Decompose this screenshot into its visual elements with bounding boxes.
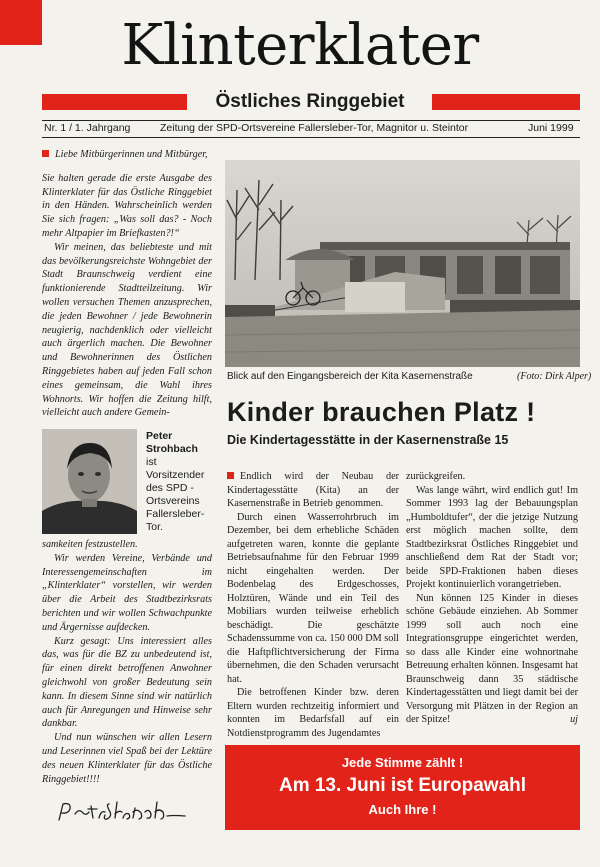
author-role: ist Vorsitzender des SPD - Ortsvereins Fallersleber-Tor. <box>146 456 205 533</box>
editorial-paragraph: Sie halten gerade die erste Ausgabe des Klinterklater für das Östliche Ringgebiet in den Händen. Wahrscheinlich werden Sie sich fragen: „Was soll das? - Noch mehr Altpapier im Briefkasten?!“ <box>42 172 212 239</box>
editorial-top <box>42 148 212 420</box>
bullet-icon <box>227 472 234 479</box>
editorial-paragraph: Kurz gesagt: Uns interessiert alles das, was für die BZ zu unbedeutend ist, für einen direkt betroffenen Anwohner gleichwohl von großer Bedeutung sein kann. In diesem Sinne sind wir natürlich auch für Anregungen und Hinweise sehr dankbar. <box>42 635 212 730</box>
editorial-paragraph: Wir meinen, das beliebteste und mit das bevölkerungsreichste Wohngebiet der Stadt Braunschweig verdient eine funktionierende Stadtteilzeitung. Wir wollen versuchen Themen anzusprechen, die jeden Bewohner / jede Bewohnerin neugierig, nachdenklich oder vielleicht auch ärgerlich machen. Die Bewohner und Bewohnerinnen des Östlichen Ringgebietes haben auf jeden Fall schon eines gemeinsam, die Wahl ihres Wohnorts. Wir hoffen die Zeitung hilft, vielleicht auch andere Gemein- <box>42 241 212 419</box>
editorial-bottom <box>42 538 212 786</box>
editorial-paragraph: Wir werden Vereine, Verbände und Interessengemeinschaften im „Klinterklater“ vorstellen, wir werden über die Arbeit des Stadtbezirksrats berichten und wir wollen Schwachpunkte und Ärgernisse aufdecken. <box>42 552 212 633</box>
article-column-1 <box>227 470 399 740</box>
kita-photo <box>225 160 580 367</box>
title-bar-right <box>432 94 580 110</box>
publisher-line: Zeitung der SPD-Ortsvereine Fallersleber-Tor, Magnitor u. Steintor <box>160 122 469 134</box>
article-paragraph: Was lange währt, wird endlich gut! Im Sommer 1993 lag der Bebauungsplan „Humboldtufer“, der die jetzige Nutzung erst möglich machen sollte, dem Stadtbezirksrat Östliches Ringgebiet und anschließend dem Rat der Stadt vor; beide SPD-Fraktionen haben dieses Projekt kontinuierlich vorangetrieben. <box>406 484 578 590</box>
newspaper-title: Klinterklater <box>121 13 479 78</box>
bullet-icon <box>42 150 49 157</box>
photo-caption: Blick auf den Eingangsbereich der Kita Kasernenstraße <box>227 371 473 382</box>
advert-line-3: Auch Ihre ! <box>368 802 437 817</box>
article-paragraph: zurückgreifen. <box>406 471 466 482</box>
editorial-greeting: Liebe Mitbürgerinnen und Mitbürger, <box>42 148 212 162</box>
article-paragraph: Nun können 125 Kinder in dieses schöne Gebäude einziehen. Ab Sommer 1999 soll auch noch eine Integrationsgruppe eingerichtet werden, so dass alle Kinder eine wohnortnahe Betreuung erhalten können. Insgesamt hat Braunschweig dann 35 städtische Kindertagesstätten und liegt damit bei der Versorgung mit Plätzen in der Region an der Spitze! uj <box>406 592 578 725</box>
election-advert <box>225 745 580 830</box>
photo-credit: (Foto: Dirk Alper) <box>517 371 592 382</box>
author-caption <box>146 430 212 534</box>
advert-line-2: Am 13. Juni ist Europawahl <box>278 775 527 796</box>
header-rule-bottom <box>42 137 580 138</box>
author-name: Peter Strohbach <box>146 430 198 455</box>
article-headline: Kinder brauchen Platz ! <box>227 397 536 427</box>
article-paragraph: Endlich wird der Neubau der Kindertagesstätte (Kita) an der Kasernenstraße in Betrieb genommen. <box>227 471 399 509</box>
author-photo <box>42 429 137 534</box>
issue-number: Nr. 1 / 1. Jahrgang <box>44 122 131 134</box>
article-subheadline: Die Kindertagesstätte in der Kasernenstraße 15 <box>227 433 509 447</box>
newspaper-subtitle: Östliches Ringgebiet <box>215 91 405 112</box>
author-box <box>42 424 212 534</box>
article-paragraph: Die betroffenen Kinder bzw. deren Eltern wurden rechtzeitig informiert und konnten im Bedarfsfall auf ein Notdienstprogramm des Jugendamtes <box>227 687 399 739</box>
editorial-paragraph: samkeiten festzustellen. <box>42 539 138 550</box>
signature <box>55 798 195 826</box>
issue-date: Juni 1999 <box>528 122 574 134</box>
article-column-2 <box>406 470 578 727</box>
advert-line-1: Jede Stimme zählt ! <box>341 755 464 770</box>
article-author-initials: uj <box>570 714 578 725</box>
article-paragraph: Durch einen Wasserrohrbruch im Dezember, bei dem erhebliche Schäden aufgetreten waren, konnte die geplante Betriebsaufnahme für den Februar 1999 nicht eingehalten werden. Der Bodenbelag des Erdgeschosses, Holztüren, Wände und ein Teil des Mobiliars wurden teilweise erheblich beschädigt. Die geschätzte Schadenssumme von ca. 150 000 DM soll die Haftpflichtversicherung der Firma übernehmen, die den Schaden verursacht hat. <box>227 511 399 685</box>
title-bar-left <box>42 94 187 110</box>
editorial-paragraph: Und nun wünschen wir allen Lesern und Leserinnen viel Spaß bei der Lektüre des neuen Klinterklater für das Östliche Ringgebiet!!!! <box>42 732 212 785</box>
